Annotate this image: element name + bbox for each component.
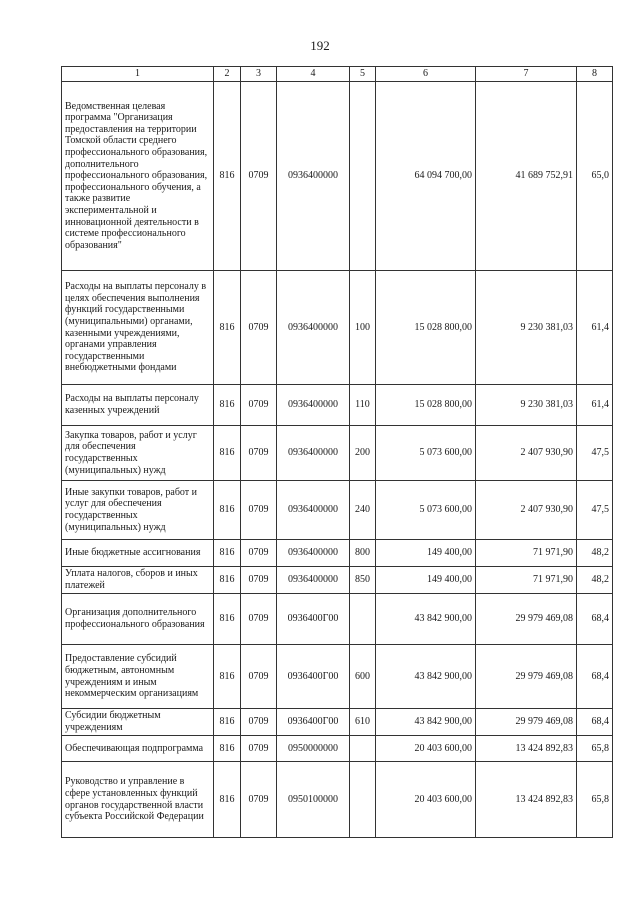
cell-ministry-code: 816 <box>214 385 241 426</box>
row-name: Закупка товаров, работ и услуг для обеспечения государственных (муниципальных) нужд <box>62 426 214 481</box>
cell-plan-amount: 5 073 600,00 <box>376 426 476 481</box>
cell-plan-amount: 20 403 600,00 <box>376 736 476 762</box>
cell-section-code: 0709 <box>241 762 277 838</box>
cell-expense-type: 610 <box>350 709 376 736</box>
cell-section-code: 0709 <box>241 594 277 645</box>
cell-percent: 68,4 <box>577 645 613 709</box>
cell-actual-amount: 71 971,90 <box>476 567 577 594</box>
column-header: 7 <box>476 67 577 82</box>
cell-expense-type <box>350 82 376 271</box>
cell-actual-amount: 2 407 930,90 <box>476 426 577 481</box>
column-header: 3 <box>241 67 277 82</box>
cell-actual-amount: 29 979 469,08 <box>476 709 577 736</box>
cell-plan-amount: 149 400,00 <box>376 567 476 594</box>
cell-plan-amount: 20 403 600,00 <box>376 762 476 838</box>
cell-percent: 61,4 <box>577 385 613 426</box>
cell-section-code: 0709 <box>241 481 277 540</box>
cell-expense-type: 110 <box>350 385 376 426</box>
row-name: Предоставление субсидий бюджетным, автономным учреждениям и иным некоммерческим организациям <box>62 645 214 709</box>
cell-plan-amount: 43 842 900,00 <box>376 594 476 645</box>
cell-ministry-code: 816 <box>214 645 241 709</box>
cell-expense-type <box>350 594 376 645</box>
cell-ministry-code: 816 <box>214 540 241 567</box>
cell-ministry-code: 816 <box>214 271 241 385</box>
cell-expense-type <box>350 762 376 838</box>
cell-actual-amount: 9 230 381,03 <box>476 385 577 426</box>
row-name: Иные бюджетные ассигнования <box>62 540 214 567</box>
cell-ministry-code: 816 <box>214 762 241 838</box>
cell-expense-type: 800 <box>350 540 376 567</box>
cell-ministry-code: 816 <box>214 426 241 481</box>
cell-expense-type: 200 <box>350 426 376 481</box>
cell-percent: 47,5 <box>577 426 613 481</box>
cell-expense-type <box>350 736 376 762</box>
row-name: Руководство и управление в сфере установленных функций органов государственной власти субъекта Российской Федерации <box>62 762 214 838</box>
table-row <box>62 567 613 594</box>
cell-target-code: 0950100000 <box>277 762 350 838</box>
cell-actual-amount: 13 424 892,83 <box>476 736 577 762</box>
table-row <box>62 709 613 736</box>
cell-section-code: 0709 <box>241 645 277 709</box>
table-row <box>62 594 613 645</box>
cell-percent: 47,5 <box>577 481 613 540</box>
cell-section-code: 0709 <box>241 736 277 762</box>
cell-target-code: 0950000000 <box>277 736 350 762</box>
column-header: 8 <box>577 67 613 82</box>
cell-actual-amount: 29 979 469,08 <box>476 594 577 645</box>
cell-expense-type: 850 <box>350 567 376 594</box>
cell-target-code: 0936400000 <box>277 426 350 481</box>
cell-ministry-code: 816 <box>214 709 241 736</box>
cell-percent: 65,8 <box>577 736 613 762</box>
page-number: 192 <box>310 38 330 53</box>
cell-percent: 61,4 <box>577 271 613 385</box>
cell-target-code: 0936400Г00 <box>277 594 350 645</box>
cell-actual-amount: 71 971,90 <box>476 540 577 567</box>
cell-actual-amount: 29 979 469,08 <box>476 645 577 709</box>
column-header: 1 <box>62 67 214 82</box>
cell-expense-type: 600 <box>350 645 376 709</box>
column-header: 2 <box>214 67 241 82</box>
table-row <box>62 426 613 481</box>
header-row <box>62 67 613 82</box>
cell-percent: 65,8 <box>577 762 613 838</box>
cell-ministry-code: 816 <box>214 567 241 594</box>
cell-section-code: 0709 <box>241 709 277 736</box>
cell-actual-amount: 41 689 752,91 <box>476 82 577 271</box>
cell-actual-amount: 13 424 892,83 <box>476 762 577 838</box>
cell-ministry-code: 816 <box>214 594 241 645</box>
row-name: Иные закупки товаров, работ и услуг для обеспечения государственных (муниципальных) нужд <box>62 481 214 540</box>
row-name: Организация дополнительного профессионального образования <box>62 594 214 645</box>
budget-table <box>61 66 613 838</box>
table-row <box>62 271 613 385</box>
cell-expense-type: 240 <box>350 481 376 540</box>
table-row <box>62 540 613 567</box>
column-header: 6 <box>376 67 476 82</box>
table-row <box>62 82 613 271</box>
cell-target-code: 0936400000 <box>277 271 350 385</box>
cell-section-code: 0709 <box>241 540 277 567</box>
cell-ministry-code: 816 <box>214 481 241 540</box>
cell-ministry-code: 816 <box>214 82 241 271</box>
table-row <box>62 481 613 540</box>
cell-plan-amount: 64 094 700,00 <box>376 82 476 271</box>
cell-percent: 48,2 <box>577 567 613 594</box>
row-name: Ведомственная целевая программа "Организация предоставления на территории Томской области среднего профессионального образования, дополнительного профессионального образования, профессионального обучения, а также развитие экспериментальной и инновационной деятельности в системе профессионального образования" <box>62 82 214 271</box>
cell-target-code: 0936400Г00 <box>277 645 350 709</box>
row-name: Уплата налогов, сборов и иных платежей <box>62 567 214 594</box>
cell-section-code: 0709 <box>241 426 277 481</box>
cell-section-code: 0709 <box>241 567 277 594</box>
cell-target-code: 0936400000 <box>277 567 350 594</box>
cell-plan-amount: 15 028 800,00 <box>376 385 476 426</box>
table-row <box>62 385 613 426</box>
row-name: Расходы на выплаты персоналу в целях обеспечения выполнения функций государственными (муниципальными) органами, казенными учреждениями, органами управления государственными внебюджетными фондами <box>62 271 214 385</box>
cell-plan-amount: 43 842 900,00 <box>376 645 476 709</box>
cell-plan-amount: 5 073 600,00 <box>376 481 476 540</box>
cell-target-code: 0936400Г00 <box>277 709 350 736</box>
cell-section-code: 0709 <box>241 271 277 385</box>
cell-plan-amount: 149 400,00 <box>376 540 476 567</box>
row-name: Субсидии бюджетным учреждениям <box>62 709 214 736</box>
table-row <box>62 645 613 709</box>
cell-percent: 48,2 <box>577 540 613 567</box>
cell-section-code: 0709 <box>241 385 277 426</box>
cell-actual-amount: 2 407 930,90 <box>476 481 577 540</box>
row-name: Обеспечивающая подпрограмма <box>62 736 214 762</box>
cell-ministry-code: 816 <box>214 736 241 762</box>
cell-actual-amount: 9 230 381,03 <box>476 271 577 385</box>
cell-target-code: 0936400000 <box>277 385 350 426</box>
cell-target-code: 0936400000 <box>277 82 350 271</box>
column-header: 5 <box>350 67 376 82</box>
cell-target-code: 0936400000 <box>277 540 350 567</box>
cell-target-code: 0936400000 <box>277 481 350 540</box>
cell-percent: 68,4 <box>577 594 613 645</box>
cell-section-code: 0709 <box>241 82 277 271</box>
table-row <box>62 736 613 762</box>
row-name: Расходы на выплаты персоналу казенных учреждений <box>62 385 214 426</box>
cell-percent: 68,4 <box>577 709 613 736</box>
cell-plan-amount: 15 028 800,00 <box>376 271 476 385</box>
cell-expense-type: 100 <box>350 271 376 385</box>
table-row <box>62 762 613 838</box>
column-header: 4 <box>277 67 350 82</box>
cell-percent: 65,0 <box>577 82 613 271</box>
cell-plan-amount: 43 842 900,00 <box>376 709 476 736</box>
